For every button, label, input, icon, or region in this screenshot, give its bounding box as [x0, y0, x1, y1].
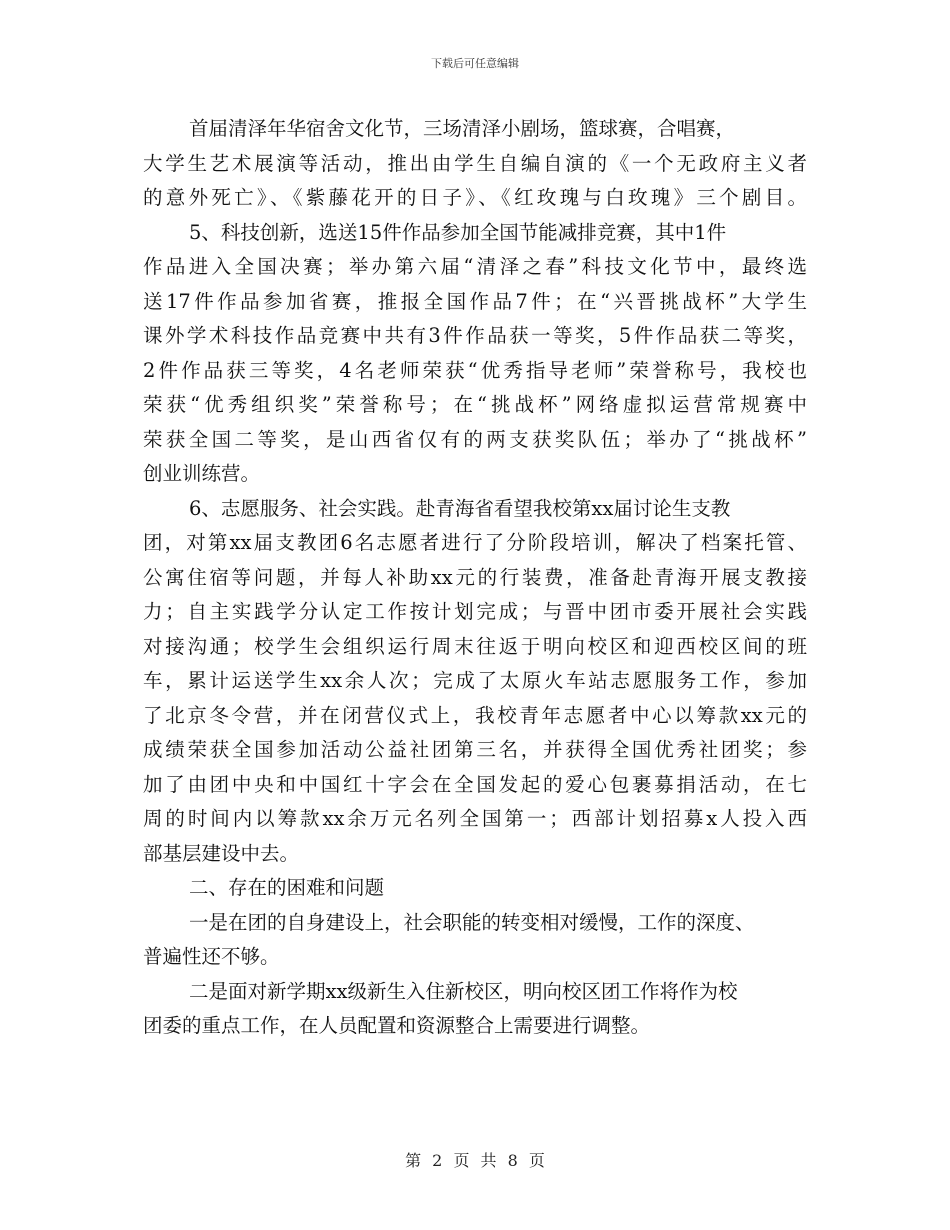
paragraph-line: 创业训练营。: [143, 462, 261, 485]
paragraph-line: 团委的重点工作，在人员配置和资源整合上需要进行调整。: [143, 1014, 651, 1037]
paragraph-line: 荣获全国二等奖，是山西省仅有的两支获奖队伍；举办了“挑战杯”: [143, 427, 807, 451]
paragraph-line: 了北京冬令营，并在闭营仪式上，我校青年志愿者中心以筹款xx元的: [143, 703, 807, 727]
document-body: [143, 112, 807, 1044]
paragraph-line: 成绩荣获全国参加活动公益社团第三名，并获得全国优秀社团奖；参: [143, 738, 807, 761]
paragraph-line: 作品进入全国决赛；举办第六届“清泽之春”科技文化节中，最终选: [143, 255, 807, 278]
page-number: 第 2 页 共 8 页: [405, 1151, 545, 1170]
paragraph-line: 2件作品获三等奖，4名老师荣获“优秀指导老师”荣誉称号，我校也: [143, 358, 807, 382]
paragraph-line: 送17件作品参加省赛，推报全国作品7件；在“兴晋挑战杯”大学生: [143, 289, 807, 313]
paragraph-line: 二是面对新学期xx级新生入住新校区，明向校区团工作将作为校: [189, 979, 738, 1003]
page-header-note: 下载后可任意编辑: [431, 57, 519, 70]
paragraph-line: 对接沟通；校学生会组织运行周末往返于明向校区和迎西校区间的班: [143, 634, 807, 658]
paragraph-line: 公寓住宿等问题，并每人补助xx元的行装费，准备赴青海开展支教接: [143, 565, 807, 589]
paragraph-line: 首届清泽年华宿舍文化节，三场清泽小剧场，篮球赛，合唱赛，: [189, 117, 736, 140]
paragraph-line: 一是在团的自身建设上，社会职能的转变相对缓慢，工作的深度、: [189, 910, 755, 934]
paragraph-line: 部基层建设中去。: [143, 841, 300, 865]
paragraph-line: 加了由团中央和中国红十字会在全国发起的爱心包裹募捐活动，在七: [143, 772, 807, 796]
paragraph-line: 大学生艺术展演等活动，推出由学生自编自演的《一个无政府主义者: [143, 151, 807, 175]
paragraph-line: 6、志愿服务、社会实践。赴青海省看望我校第xx届讨论生支教: [189, 496, 731, 520]
paragraph-line: 课外学术科技作品竞赛中共有3件作品获一等奖，5件作品获二等奖，: [143, 324, 807, 347]
paragraph-line: 周的时间内以筹款xx余万元名列全国第一；西部计划招募x人投入西: [143, 807, 807, 830]
paragraph-line: 团，对第xx届支教团6名志愿者进行了分阶段培训，解决了档案托管、: [143, 531, 807, 554]
paragraph-line: 荣获“优秀组织奖”荣誉称号；在“挑战杯”网络虚拟运营常规赛中: [143, 393, 807, 416]
section-heading: 二、存在的困难和问题: [189, 876, 385, 899]
paragraph-line: 的意外死亡》、《紫藤花开的日子》、《红玫瑰与白玫瑰》三个剧目。: [143, 186, 807, 209]
paragraph-line: 力；自主实践学分认定工作按计划完成；与晋中团市委开展社会实践: [143, 600, 807, 623]
paragraph-line: 5、科技创新，选送15件作品参加全国节能减排竞赛，其中1件: [189, 220, 727, 244]
paragraph-line: 普遍性还不够。: [143, 945, 280, 968]
paragraph-line: 车，累计运送学生xx余人次；完成了太原火车站志愿服务工作，参加: [143, 669, 807, 692]
